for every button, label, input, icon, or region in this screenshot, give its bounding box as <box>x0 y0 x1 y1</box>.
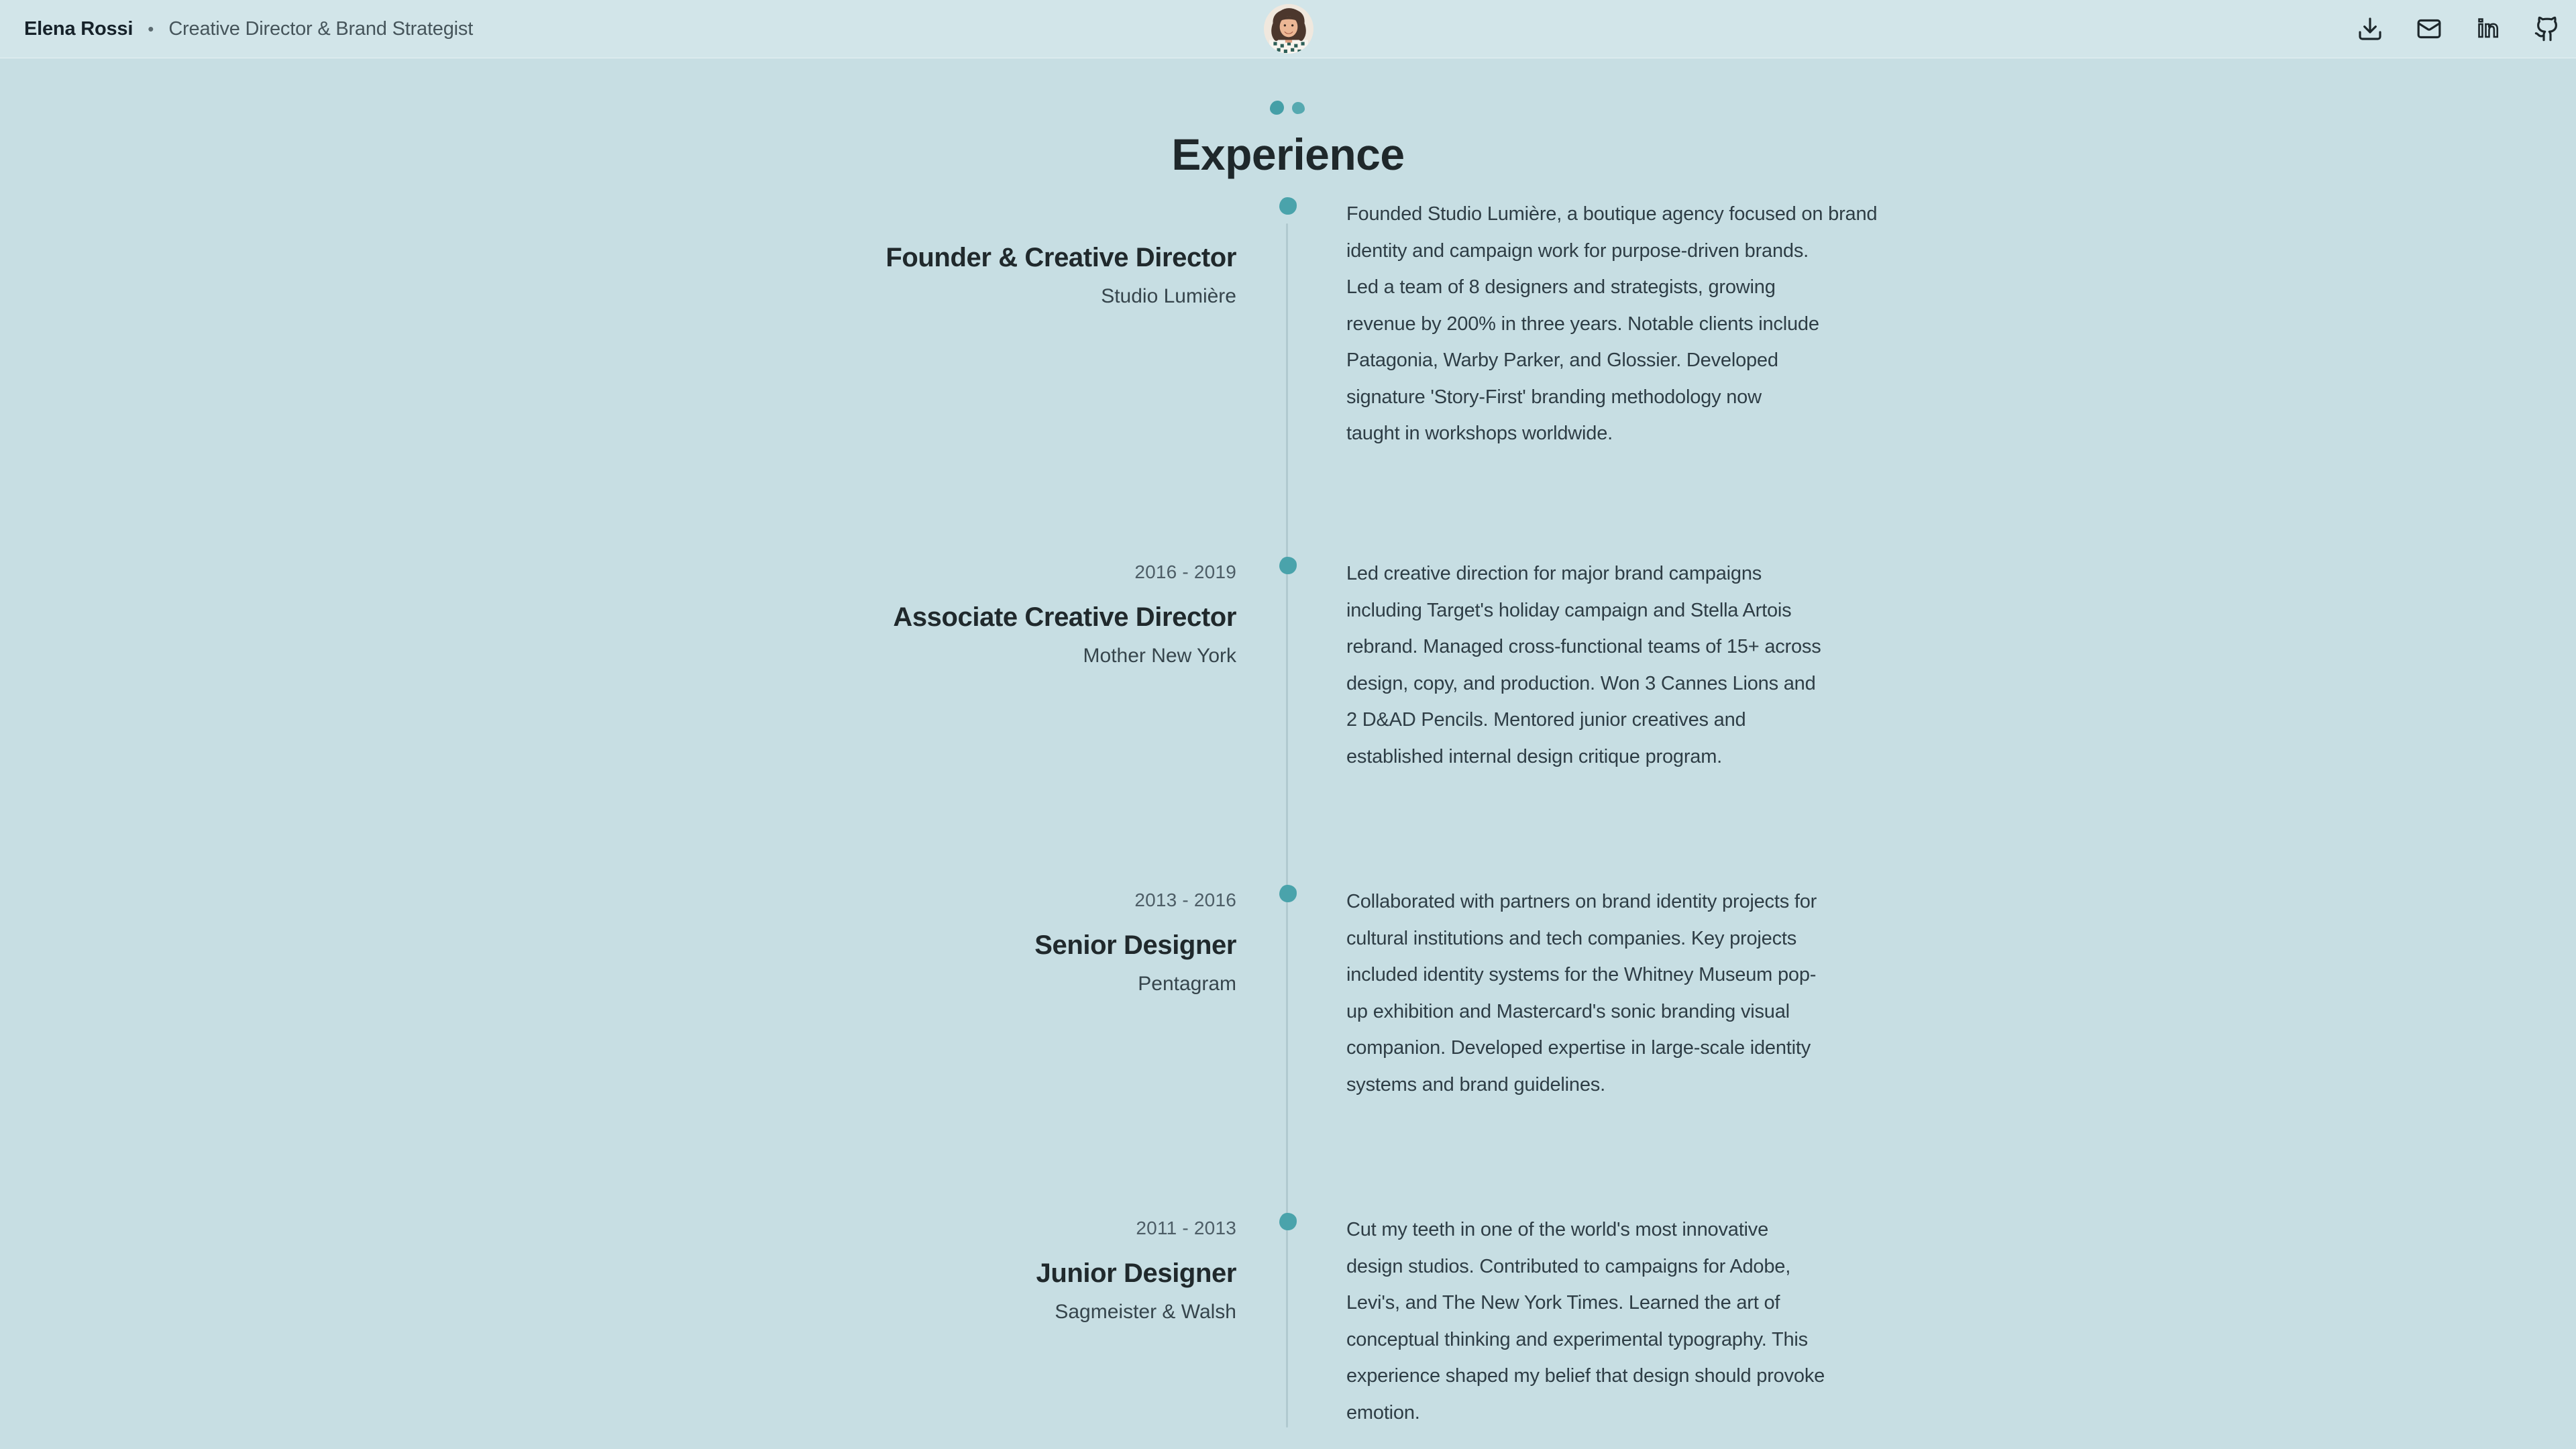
entry-description <box>1346 555 1937 775</box>
description-line: taught in workshops worldwide. <box>1346 423 1613 444</box>
github-icon <box>2534 15 2561 42</box>
entry-date: 2013 - 2016 <box>1134 890 1236 910</box>
brand-separator-dot: • <box>148 18 154 39</box>
description-line: identity and campaign work for purpose-driven brands. <box>1346 239 1809 262</box>
topbar <box>0 0 2576 58</box>
entry-description <box>1346 883 1937 1103</box>
user-name: Elena Rossi <box>24 17 133 40</box>
page-title: Experience <box>1171 129 1405 179</box>
timeline-dot <box>1279 885 1297 902</box>
entry-meta <box>659 561 1236 668</box>
description-line: emotion. <box>1346 1401 1420 1424</box>
experience-timeline <box>0 203 2576 1449</box>
entry-job-title: Founder & Creative Director <box>885 243 1236 272</box>
timeline-dot <box>1279 197 1297 215</box>
description-line: revenue by 200% in three years. Notable clients include <box>1346 313 1819 335</box>
accent-dot <box>1270 101 1284 115</box>
brand <box>24 0 473 58</box>
linkedin-icon: in <box>2477 15 2499 42</box>
entry-description <box>1346 196 1937 452</box>
entry-company: Pentagram <box>1138 973 1236 995</box>
entry-date: 2011 - 2013 <box>1136 1218 1236 1238</box>
timeline-dot <box>1279 1213 1297 1230</box>
download-button[interactable] <box>2356 15 2384 43</box>
description-line: 2 D&AD Pencils. Mentored junior creatives and <box>1346 709 1746 731</box>
avatar[interactable] <box>1264 4 1313 54</box>
user-role: Creative Director & Brand Strategist <box>168 17 474 40</box>
description-line: signature 'Story-First' branding methodology now <box>1346 386 1762 408</box>
entry-meta <box>659 889 1236 996</box>
entry-company: Sagmeister & Walsh <box>1055 1301 1236 1323</box>
description-line: including Target's holiday campaign and Stella Artois <box>1346 599 1792 621</box>
description-line: Collaborated with partners on brand identity projects for <box>1346 891 1817 912</box>
entry-job-title: Associate Creative Director <box>893 602 1236 632</box>
linkedin-button[interactable] <box>2474 15 2502 43</box>
description-line: experience shaped my belief that design should provoke <box>1346 1365 1825 1387</box>
github-button[interactable] <box>2533 15 2561 43</box>
entry-date <box>659 201 1236 224</box>
description-line: design studios. Contributed to campaigns for Adobe, <box>1346 1255 1791 1277</box>
entry-company: Studio Lumière <box>1101 285 1236 307</box>
description-line: companion. Developed expertise in large-scale identity <box>1346 1037 1811 1059</box>
entry-job-title: Senior Designer <box>1034 930 1236 960</box>
entry-meta <box>659 1217 1236 1324</box>
description-line: design, copy, and production. Won 3 Cannes Lions and <box>1346 672 1816 694</box>
description-line: Patagonia, Warby Parker, and Glossier. Developed <box>1346 350 1778 371</box>
description-line: rebrand. Managed cross-functional teams of 15+ across <box>1346 636 1821 657</box>
description-line: Led a team of 8 designers and strategists, growing <box>1346 276 1776 298</box>
description-line: included identity systems for the Whitney Museum pop- <box>1346 964 1817 985</box>
description-line: up exhibition and Mastercard's sonic branding visual <box>1346 1000 1790 1022</box>
email-button[interactable] <box>2415 15 2443 43</box>
description-line: established internal design critique program. <box>1346 745 1723 767</box>
timeline-dot <box>1279 557 1297 574</box>
entry-company: Mother New York <box>1083 645 1236 667</box>
description-line: systems and brand guidelines. <box>1346 1073 1605 1095</box>
download-icon <box>2357 15 2383 42</box>
mail-icon <box>2416 15 2443 42</box>
entry-job-title: Junior Designer <box>1036 1258 1236 1288</box>
description-line: Cut my teeth in one of the world's most innovative <box>1346 1219 1769 1240</box>
entry-date: 2016 - 2019 <box>1134 561 1236 582</box>
entry-description <box>1346 1212 1937 1431</box>
description-line: Led creative direction for major brand campaigns <box>1346 563 1762 584</box>
timeline-line <box>1286 223 1288 1428</box>
description-line: conceptual thinking and experimental typography. This <box>1346 1328 1808 1350</box>
avatar-illustration <box>1264 4 1313 54</box>
description-line: Levi's, and The New York Times. Learned the art of <box>1346 1292 1780 1313</box>
accent-dot <box>1292 102 1305 114</box>
entry-meta <box>659 201 1236 309</box>
description-line-clipped: Founded Studio Lumière, a boutique agency focused on brand <box>1346 203 1878 225</box>
topbar-actions <box>2356 0 2561 58</box>
description-line: cultural institutions and tech companies. Key projects <box>1346 927 1797 949</box>
